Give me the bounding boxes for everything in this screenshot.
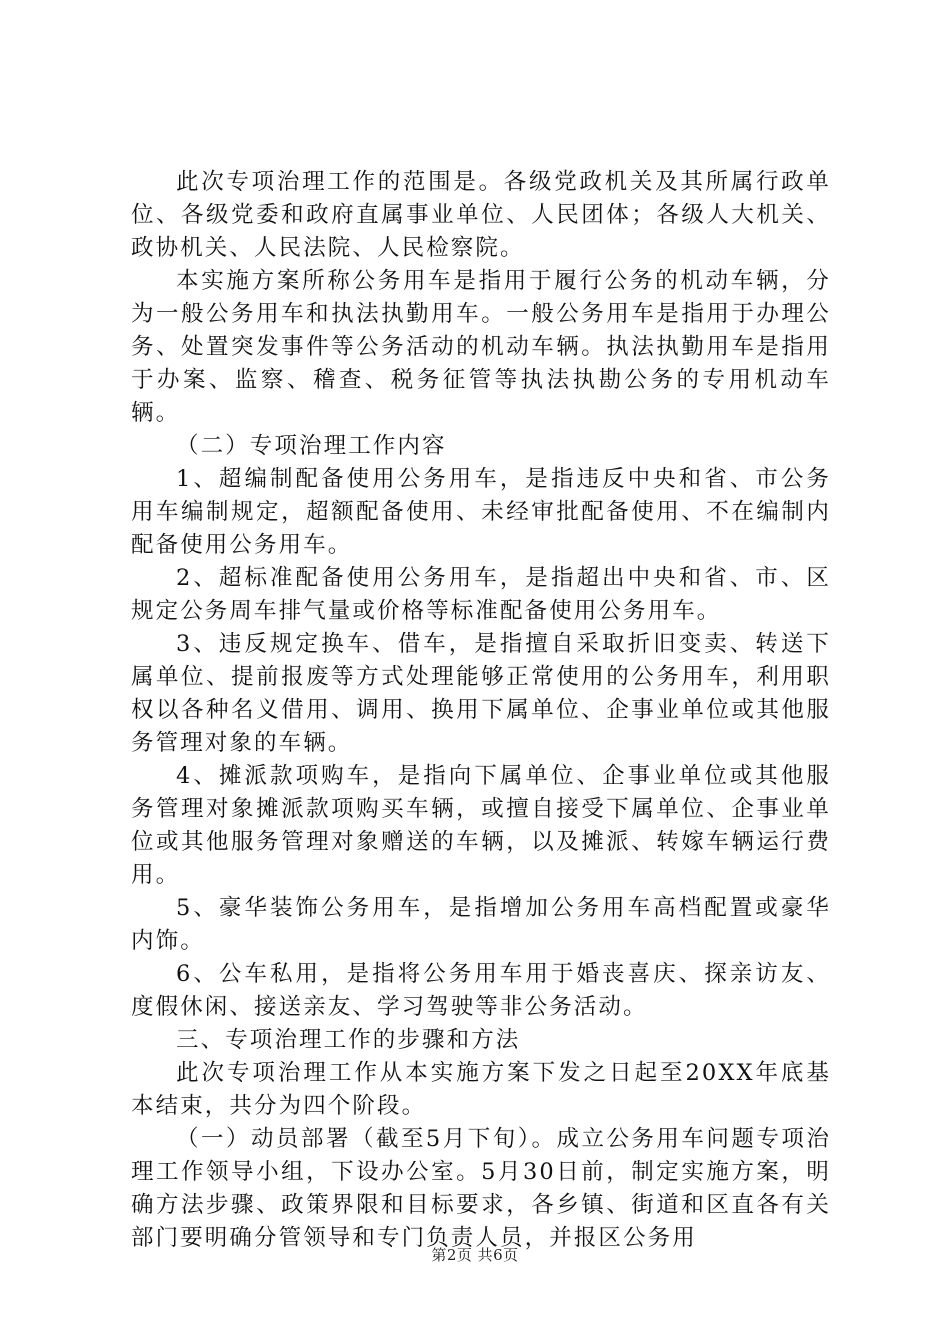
list-item-3: 3、违反规定换车、借车，是指擅自采取折旧变卖、转送下属单位、提前报废等方式处理能够正常使用的公务用车，利用职权以各种名义借用、调用、换用下属单位、企事业单位或其他服务管理对象的车辆。 — [131, 631, 831, 756]
page-number-footer: 第2页 共6页 — [431, 1246, 519, 1264]
list-item-1: 1、超编制配备使用公务用车，是指违反中央和省、市公务用车编制规定，超额配备使用、未经审批配备使用、不在编制内配备使用公务用车。 — [131, 466, 831, 558]
section-heading-steps: 三、专项治理工作的步骤和方法 — [176, 1027, 521, 1053]
paragraph-vehicle-definition: 本实施方案所称公务用车是指用于履行公务的机动车辆，分为一般公务用车和执法执勤用车。一般公务用车是指用于办理公务、处置突发事件等公务活动的机动车辆。执法执勤用车是指用于办案、监察、稽查、税务征管等执法执勘公务的专用机动车辆。 — [131, 268, 831, 426]
list-item-5: 5、豪华装饰公务用车，是指增加公务用车高档配置或豪华内饰。 — [131, 895, 831, 954]
document-body — [131, 166, 831, 1255]
paragraph-scope: 此次专项治理工作的范围是。各级党政机关及其所属行政单位、各级党委和政府直属事业单位、人民团体；各级人大机关、政协机关、人民法院、人民检察院。 — [131, 169, 831, 261]
list-item-6: 6、公车私用，是指将公务用车用于婚丧喜庆、探亲访友、度假休闲、接送亲友、学习驾驶等非公务活动。 — [131, 961, 831, 1020]
list-item-4: 4、摊派款项购车，是指向下属单位、企事业单位或其他服务管理对象摊派款项购买车辆，或擅自接受下属单位、企事业单位或其他服务管理对象赠送的车辆，以及摊派、转嫁车辆运行费用。 — [131, 763, 831, 888]
paragraph-timeline: 此次专项治理工作从本实施方案下发之日起至20XX年底基本结束，共分为四个阶段。 — [131, 1060, 831, 1119]
list-item-2: 2、超标准配备使用公务用车，是指超出中央和省、市、区规定公务周车排气量或价格等标准配备使用公务用车。 — [131, 565, 831, 624]
paragraph-phase-one: （一）动员部署（截至5月下旬）。成立公务用车问题专项治理工作领导小组，下设办公室。5月30日前，制定实施方案，明确方法步骤、政策界限和目标要求，各乡镇、街道和区直各有关部门要明确分管领导和专门负责人员，并报区公务用 — [131, 1126, 831, 1251]
section-heading-content: （二）专项治理工作内容 — [176, 433, 447, 459]
